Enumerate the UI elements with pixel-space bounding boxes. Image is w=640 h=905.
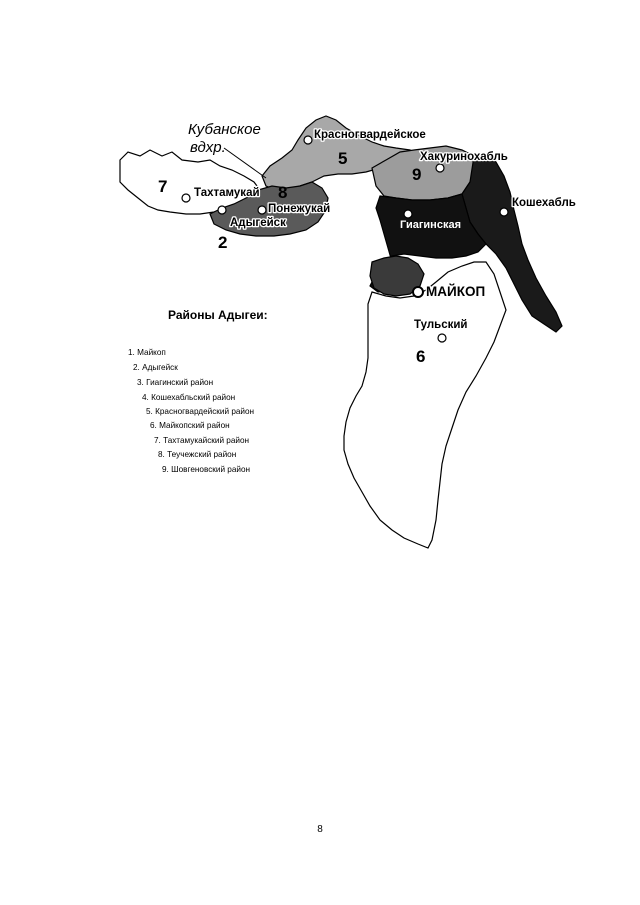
legend-item: 3. Гиагинский район [137,378,214,387]
district-number-2: 2 [218,233,228,252]
town-label-maykop: МАЙКОП [426,284,486,299]
town-label-khakurinokhabl: Хакуринохабль [420,151,508,163]
town-label-krasnogvardeyskoe: Красногвардейское [314,129,426,141]
town-marker-koshekhabl [500,208,508,216]
legend-item: 2. Адыгейск [133,363,178,372]
district-maykopsky [344,262,506,548]
district-number-7: 7 [158,177,168,196]
town-marker-krasnogvardeyskoe [304,136,312,144]
town-marker-adygeysk [218,206,226,214]
legend-item: 4. Кошехабльский район [142,393,236,402]
town-label-adygeysk: Адыгейск [230,217,286,229]
town-label-giaginskaya: Гиагинская [400,219,461,231]
town-label-tulsky: Тульский [414,319,468,331]
town-marker-khakurinokhabl [436,164,444,172]
district-number-9: 9 [412,165,422,184]
town-label-koshekhabl: Кошехабль [512,197,576,209]
town-marker-giaginskaya [404,210,412,218]
legend-item: 9. Шовгеновский район [162,465,251,474]
legend-item: 8. Теучежский район [158,450,237,459]
reservoir-label-line2: вдхр. [190,139,226,156]
page-number: 8 [317,824,323,835]
district-number-6: 6 [416,347,426,366]
reservoir-label-line1: Кубанское [188,121,261,138]
town-marker-takhtamukay [182,194,190,202]
legend-item: 5. Красногвардейский район [146,407,255,416]
legend-item: 1. Майкоп [128,348,166,357]
town-marker-tulsky [438,334,446,342]
district-number-5: 5 [338,149,348,168]
legend-title: Районы Адыгеи: [168,308,268,322]
town-label-ponezhukay: Понежукай [268,203,331,215]
district-number-8: 8 [278,183,288,202]
town-label-takhtamukay: Тахтамукай [194,187,260,199]
legend-item: 6. Майкопский район [150,421,230,430]
town-marker-maykop [413,287,423,297]
town-marker-ponezhukay [258,206,266,214]
legend-item: 7. Тахтамукайский район [154,436,250,445]
